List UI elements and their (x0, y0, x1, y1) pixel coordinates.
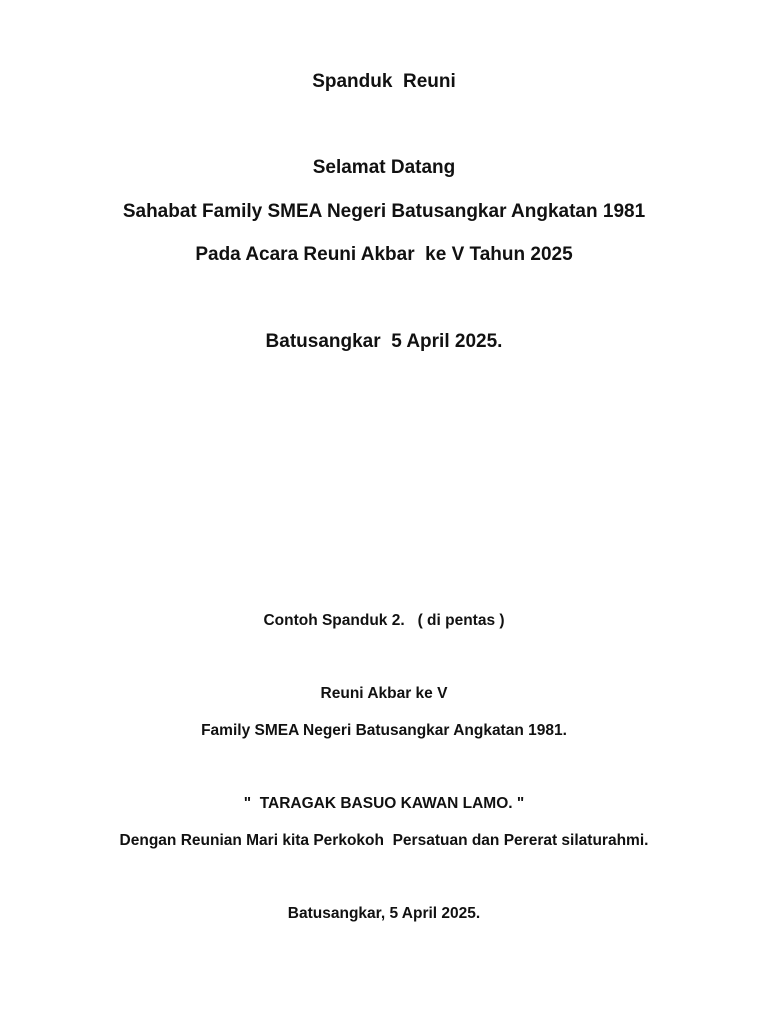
banner-two-event: Reuni Akbar ke V (320, 685, 448, 702)
banner-one-guests: Sahabat Family SMEA Negeri Batusangkar Angkatan 1981 (122, 201, 646, 222)
banner-two-motto: " TARAGAK BASUO KAWAN LAMO. " (243, 795, 525, 812)
banner-two-group: Family SMEA Negeri Batusangkar Angkatan 1981. (201, 722, 567, 739)
banner-one-greeting: Selamat Datang (312, 157, 456, 178)
banner-two-place-date: Batusangkar, 5 April 2025. (287, 905, 481, 922)
banner-one-event: Pada Acara Reuni Akbar ke V Tahun 2025 (195, 244, 573, 265)
banner-one-place-date: Batusangkar 5 April 2025. (265, 331, 503, 352)
banner-one-title: Spanduk Reuni (312, 71, 456, 92)
banner-two-heading: Contoh Spanduk 2. ( di pentas ) (263, 612, 505, 629)
banner-two-message: Dengan Reunian Mari kita Perkokoh Persatuan dan Pererat silaturahmi. (119, 832, 649, 849)
